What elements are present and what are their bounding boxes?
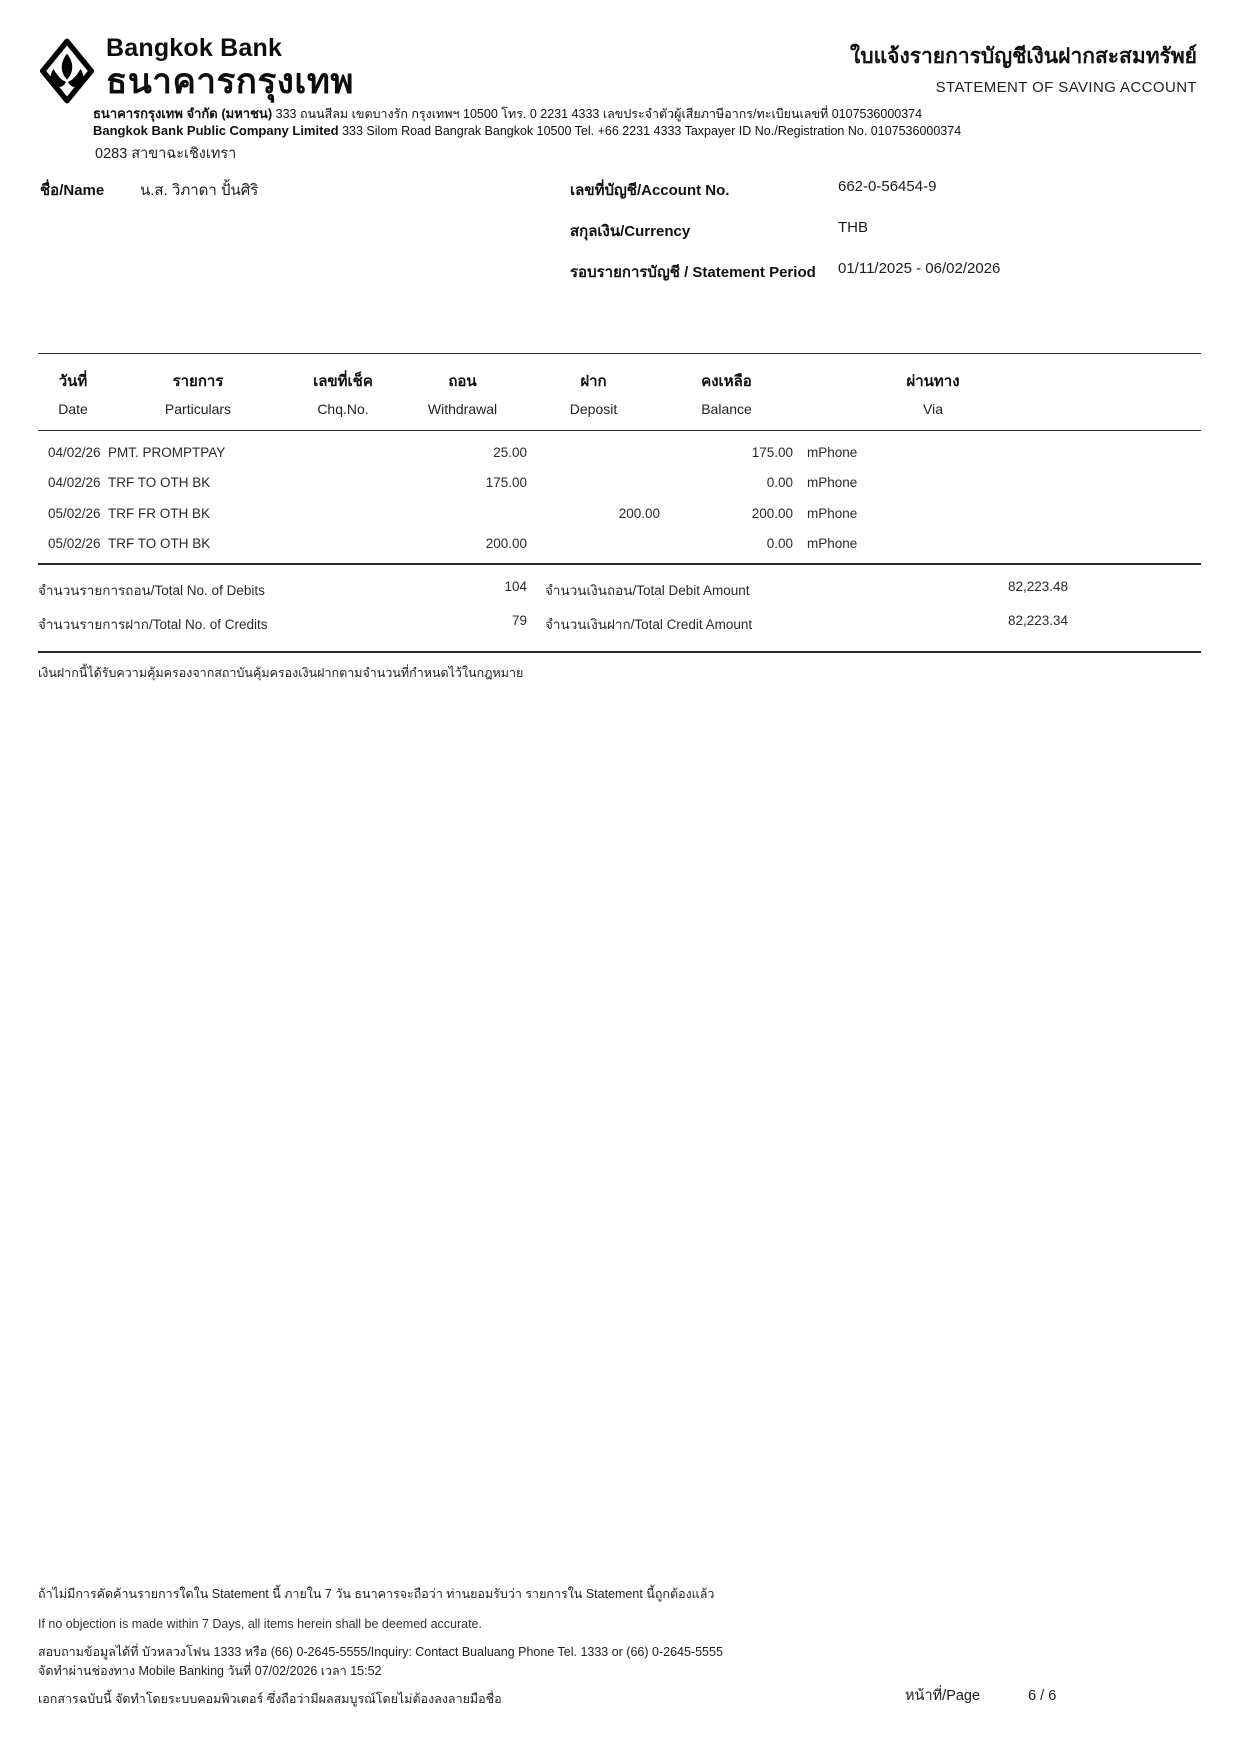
bangkok-bank-lotus-logo-icon: [40, 36, 94, 109]
total-credit-amount-label: จำนวนเงินฝาก/Total Credit Amount: [545, 617, 753, 632]
bank-address-english: Bangkok Bank Public Company Limited 333 Silom Road Bangrak Bangkok 10500 Tel. +66 2231 4333 Taxpayer ID No./Registration No. 0107536000374: [93, 122, 962, 138]
account-holder-row: [40, 178, 258, 202]
statement-title-thai: ใบแจ้งรายการบัญชีเงินฝากสะสมทรัพย์: [850, 45, 1197, 68]
total-credit-amount-value: 82,223.34: [1007, 613, 1068, 628]
total-debit-amount-value: 82,223.48: [1007, 579, 1068, 594]
bank-name-english: Bangkok Bank: [106, 34, 283, 62]
bank-name-thai: ธนาคารกรุงเทพ: [106, 62, 354, 101]
account-number-value: 662-0-56454-9: [838, 178, 937, 195]
page-number-label: หน้าที่/Page: [905, 1688, 981, 1704]
total-debits-count-label: จำนวนรายการถอน/Total No. of Debits: [38, 583, 265, 598]
currency-row: [570, 219, 1000, 243]
table-header-thai: วันที่ รายการ เลขที่เช็ค ถอน ฝาก คงเหลือ ผ่านทาง: [58, 372, 960, 390]
account-holder-name: น.ส. วิภาดา ปั้นศิริ: [140, 182, 259, 199]
generated-via-note: จัดทำผ่านช่องทาง Mobile Banking วันที่ 07/02/2026 เวลา 15:52: [38, 1664, 382, 1678]
bank-address-block: [93, 106, 1193, 139]
branch-name: 0283 สาขาฉะเชิงเทรา: [95, 146, 237, 162]
computer-generated-note: เอกสารฉบับนี้ จัดทำโดยระบบคอมพิวเตอร์ ซึ่งถือว่ามีผลสมบูรณ์โดยไม่ต้องลงลายมือชื่อ: [38, 1692, 502, 1706]
statement-period-row: [570, 260, 1000, 284]
transactions-table: [38, 353, 1201, 683]
statement-title-english: STATEMENT OF SAVING ACCOUNT: [935, 79, 1197, 96]
total-debits-count-value: 104: [504, 579, 527, 594]
deposit-protection-note: เงินฝากนี้ได้รับความคุ้มครองจากสถาบันคุ้มครองเงินฝากตามจำนวนที่กำหนดไว้ในกฎหมาย: [38, 666, 524, 680]
total-credits-count-value: 79: [511, 613, 527, 628]
objection-note-thai: ถ้าไม่มีการคัดค้านรายการใดใน Statement นี้ ภายใน 7 วัน ธนาคารจะถือว่า ท่านยอมรับว่า รายการใน Statement นี้ถูกต้องแล้ว: [38, 1587, 715, 1601]
currency-label: สกุลเงิน/Currency: [570, 223, 691, 240]
total-credits-row: [38, 607, 1201, 641]
statement-period-value: 01/11/2025 - 06/02/2026: [838, 260, 1001, 277]
statement-period-label: รอบรายการบัญชี / Statement Period: [570, 264, 816, 281]
table-row: 05/02/26 TRF FR OTH BK 200.00 200.00 mPhone: [48, 505, 858, 521]
account-number-row: [570, 178, 1000, 202]
document-title-block: [850, 40, 1197, 96]
table-header-english: Date Particulars Chq.No. Withdrawal Deposit Balance Via: [58, 401, 943, 417]
total-debit-amount-label: จำนวนเงินถอน/Total Debit Amount: [545, 583, 750, 598]
total-credits-count-label: จำนวนรายการฝาก/Total No. of Credits: [38, 617, 268, 632]
table-header: [38, 353, 1201, 431]
objection-note-english: If no objection is made within 7 Days, all items herein shall be deemed accurate.: [38, 1617, 482, 1631]
account-number-label: เลขที่บัญชี/Account No.: [570, 182, 730, 199]
table-body: [38, 431, 1201, 565]
page-number-value: 6 / 6: [1028, 1688, 1057, 1704]
total-debits-row: [38, 573, 1201, 607]
bank-address-thai: ธนาคารกรุงเทพ จำกัด (มหาชน) 333 ถนนสีลม เขตบางรัก กรุงเทพฯ 10500 โทร. 0 2231 4333 เลขประจำตัวผู้เสียภาษีอากร/ทะเบียนเลขที่ 0107536000374: [93, 106, 923, 121]
table-row: 05/02/26 TRF TO OTH BK 200.00 0.00 mPhone: [48, 536, 858, 552]
totals-section: [38, 565, 1201, 653]
page-number: [905, 1684, 1056, 1707]
currency-value: THB: [838, 219, 868, 236]
table-row: 04/02/26 TRF TO OTH BK 175.00 0.00 mPhone: [48, 475, 858, 491]
account-info-block: [570, 178, 1000, 301]
table-row: 04/02/26 PMT. PROMPTPAY 25.00 175.00 mPhone: [48, 444, 858, 460]
inquiry-contact-note: สอบถามข้อมูลได้ที่ บัวหลวงโฟน 1333 หรือ (66) 0-2645-5555/Inquiry: Contact Bualuang Phone Tel. 1333 or (66) 0-2645-5555: [38, 1645, 723, 1659]
bank-logo-block: [40, 36, 354, 109]
name-label: ชื่อ/Name: [40, 182, 105, 199]
